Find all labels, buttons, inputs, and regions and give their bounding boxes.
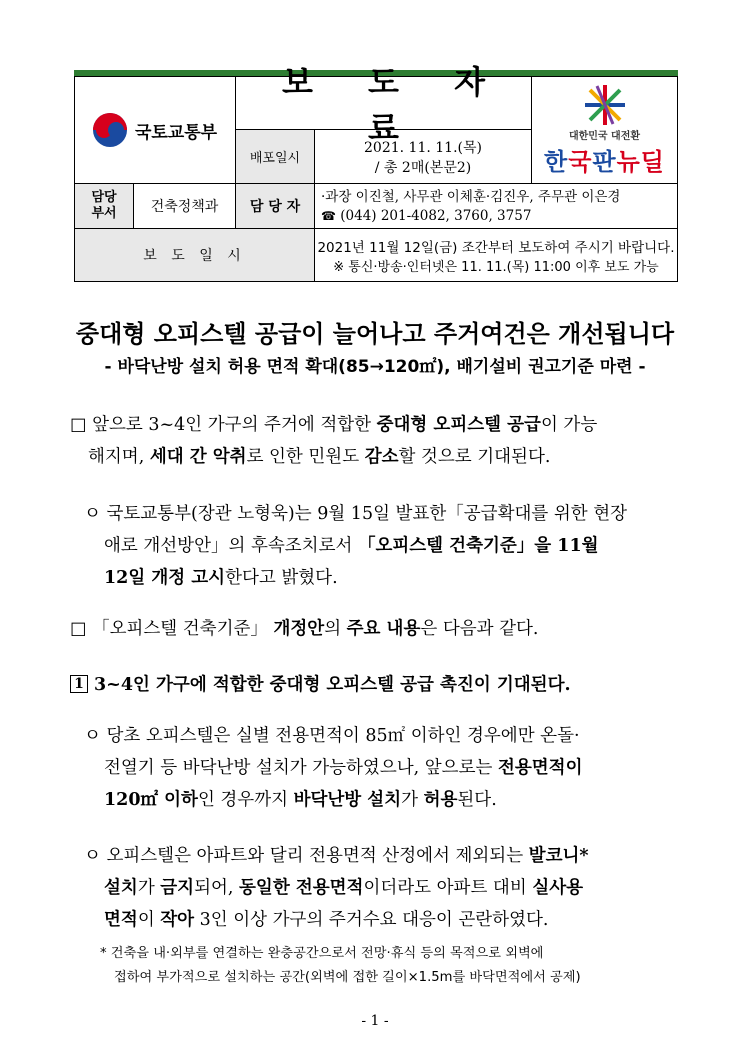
release-label: 보 도 일 시 [143,248,246,264]
section-number-box: 1 [70,675,88,693]
paragraph-1: □ 앞으로 3~4인 가구의 주거에 적합한 중대형 오피스텔 공급이 가능 해지며, 세대 간 악취로 인한 민원도 감소할 것으로 기대된다. [70,415,598,467]
paragraph-5: ㅇ 당초 오피스텔은 실별 전용면적이 85㎡ 이하인 경우에만 온돌· 전열기 등 바닥난방 설치가 가능하였으나, 앞으로는 전용면적이 120㎡ 이하인 경우까지 바닥난방 설치가 허용된다. [84,726,583,810]
footnote [100,942,685,990]
dept-cell [133,183,236,229]
ministry-logo-cell [74,76,236,184]
taegeuk-icon [93,113,127,147]
ministry-name: 국토교통부 [134,122,218,143]
paragraph-2: ㅇ 국토교통부(장관 노형욱)는 9월 15일 발표한「공급확대를 위한 현장 애로 개선방안」의 후속조치로서 「오피스텔 건축기준」을 11월 12일 개정 고시한다고 밝혔다. [84,504,628,588]
footnote-line-2: 접하여 부가적으로 설치하는 공간(외벽에 접한 길이×1.5m를 바닥면적에서 공제) [114,970,581,985]
slogan-main: 한국판뉴딜 [544,148,665,176]
release-cell [314,228,678,282]
paragraph-3: □ 「오피스텔 건축기준」 개정안의 주요 내용은 다음과 같다. [70,619,539,639]
dist-date: 2021. 11. 11.(목) [364,139,482,156]
release-line-1: 2021년 11월 12일(금) 조간부터 보도하여 주시기 바랍니다. [317,239,675,256]
dist-value-cell [314,129,532,184]
sub-title: - 바닥난방 설치 허용 면적 확대(85→120㎡), 배기설비 권고기준 마련 - [104,357,646,377]
phone-icon: ☎ [321,209,336,223]
page-number: - 1 - [361,1013,389,1029]
persons: ·과장 이진철, 사무관 이체훈·김진우, 주무관 이은경 [321,189,621,205]
footnote-line-1: * 건축을 내·외부를 연결하는 완충공간으로서 전망·휴식 등의 목적으로 외벽에 [100,946,544,961]
dept-label-cell [74,183,134,229]
release-line-2: ※ 통신·방송·인터넷은 11. 11.(목) 11:00 이후 보도 가능 [333,259,659,275]
slogan-top: 대한민국 대전환 [568,131,641,142]
dist-label-cell [235,129,315,184]
release-label-cell [74,228,315,282]
person-label: 담 당 자 [249,199,301,215]
person-label-cell [235,183,315,229]
new-deal-star-icon [582,83,628,127]
dept-label: 담당 부서 [91,190,117,221]
doc-title: 보 도 자 료 [281,63,508,147]
title-cell [235,63,532,147]
person-cell [314,183,678,229]
dist-label: 배포일시 [249,151,301,166]
dist-pages: / 총 2매(본문2) [374,159,472,176]
dept-name: 건축정책과 [150,199,219,215]
slogan-logo-cell [531,76,678,184]
section-1-heading: 1 3~4인 가구에 적합한 중대형 오피스텔 공급 촉진이 기대된다. [70,669,680,701]
press-release-header [74,63,678,282]
phone: (044) 201-4082, 3760, 3757 [340,208,532,224]
main-title: 중대형 오피스텔 공급이 늘어나고 주거여건은 개선됩니다 [75,320,675,348]
paragraph-6: ㅇ 오피스텔은 아파트와 달리 전용면적 산정에서 제외되는 발코니* 설치가 금지되어, 동일한 전용면적이더라도 아파트 대비 실사용 면적이 작아 3인 이상 가구의 주거수요 대응이 곤란하였다. [84,846,589,930]
